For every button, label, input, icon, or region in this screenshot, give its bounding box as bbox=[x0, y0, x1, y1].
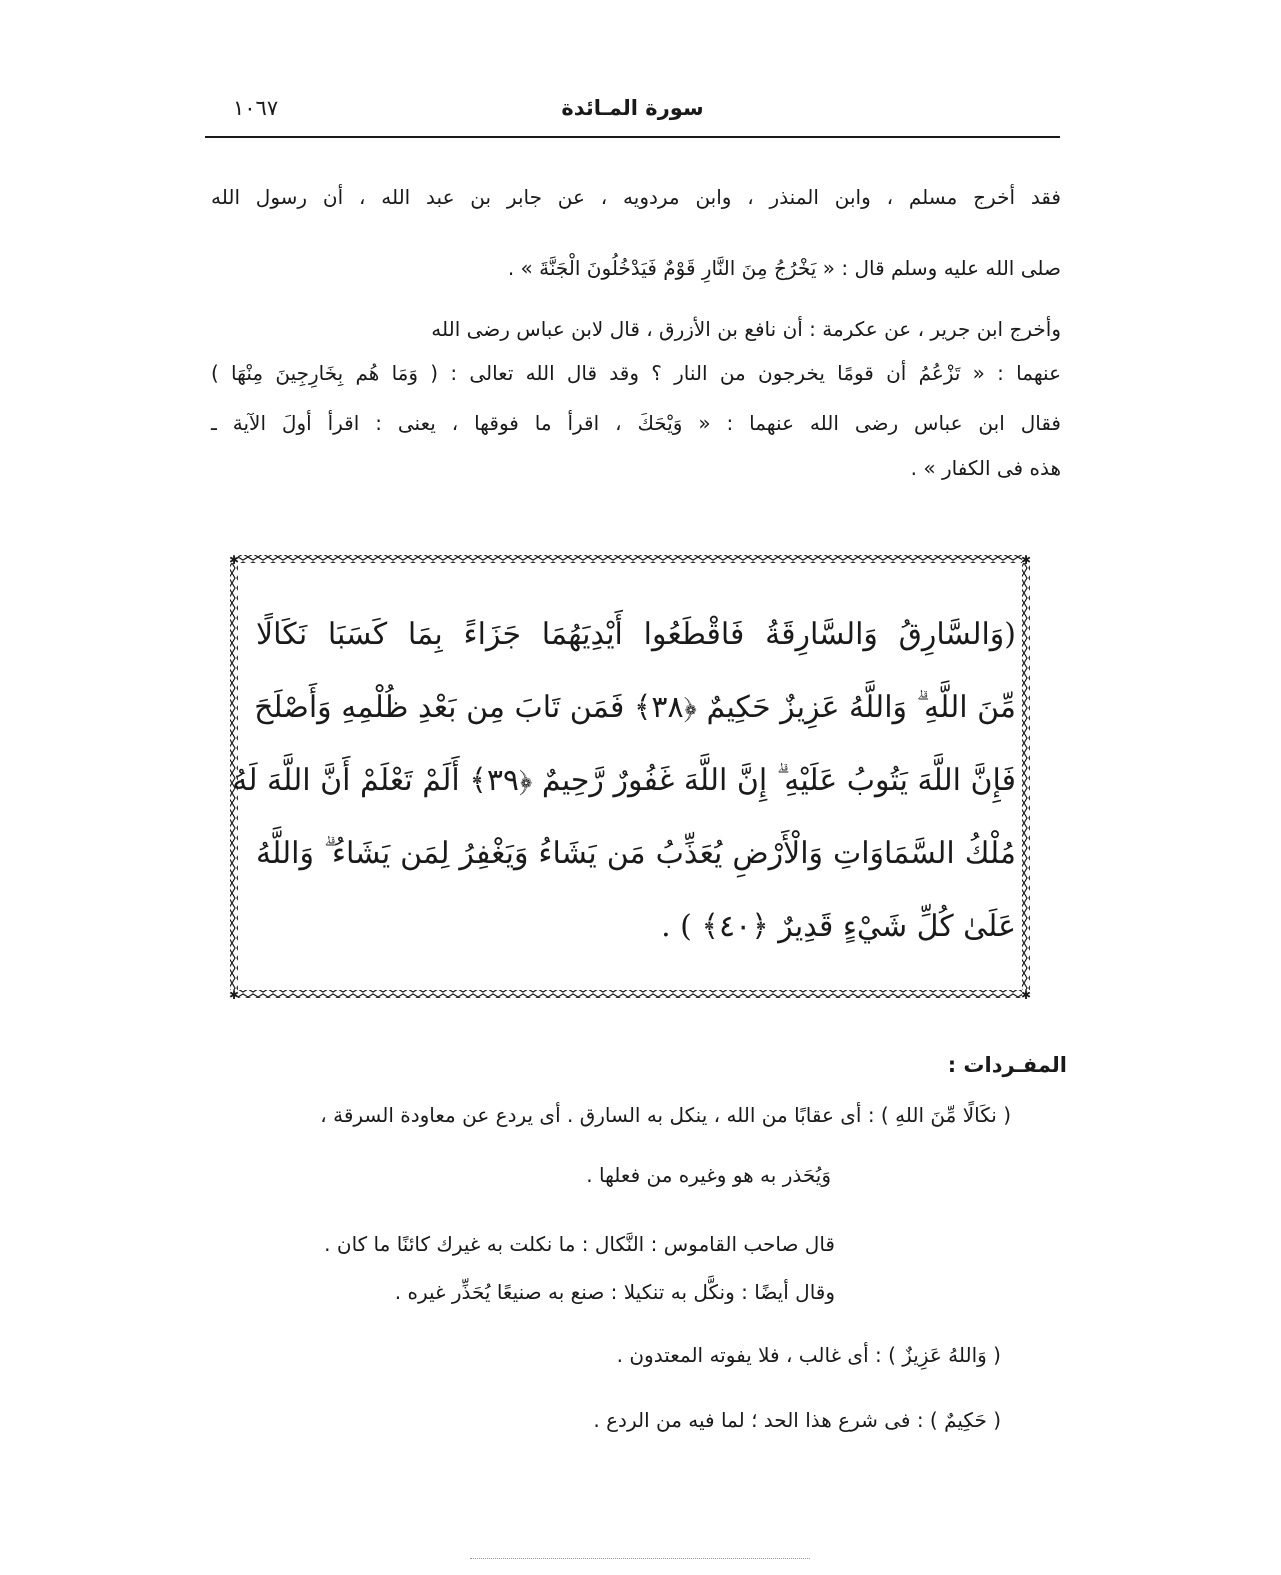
vocabulary-heading: المفـردات : bbox=[947, 1053, 1067, 1077]
text-line: صلى الله عليه وسلم قال : « يَخْرُجُ مِنَ النَّارِ قَوْمٌ فَيَدْخُلُونَ الْجَنَّةَ » . bbox=[507, 256, 1061, 280]
footer-divider bbox=[470, 1558, 810, 1559]
text-line: فقد أخرج مسلم ، وابن المنذر ، وابن مردويه ، عن جابر بن عبد الله ، أن رسول الله bbox=[211, 185, 1061, 209]
verse-line: مُلْكُ السَّمَاوَاتِ وَالْأَرْضِ يُعَذِّبُ مَن يَشَاءُ وَيَغْفِرُ لِمَن يَشَاءُ ۗ وَاللَّهُ bbox=[256, 836, 1016, 871]
vocab-entry-nakal-cont: وَيُحَذر به هو وغيره من فعلها . bbox=[586, 1163, 831, 1187]
paragraph-hadith-muslim bbox=[211, 172, 1061, 294]
text-line: هذه فى الكفار » . bbox=[910, 456, 1061, 480]
verse-line: (وَالسَّارِقُ وَالسَّارِقَةُ فَاقْطَعُوا أَيْدِيَهُمَا جَزَاءً بِمَا كَسَبَا نَكَالًا bbox=[256, 617, 1016, 652]
svg-text:✱: ✱ bbox=[228, 988, 240, 1000]
page-header bbox=[205, 92, 1060, 138]
svg-text:✱: ✱ bbox=[228, 553, 240, 567]
vocab-entry-hakim: ( حَكِيمٌ ) : فى شرع هذا الحد ؛ لما فيه من الردع . bbox=[593, 1408, 1001, 1432]
svg-text:✱: ✱ bbox=[1020, 988, 1032, 1000]
text-line: فقال ابن عباس رضى الله عنهما : « وَيْحَكَ ، اقرأ ما فوقها ، يعنى : اقرأ أولَ الآية ـ bbox=[211, 411, 1061, 435]
verse-line: عَلَىٰ كُلِّ شَيْءٍ قَدِيرٌ ﴿٤٠﴾ ) . bbox=[661, 909, 1016, 944]
verse-line: فَإِنَّ اللَّهَ يَتُوبُ عَلَيْهِ ۗ إِنَّ اللَّهَ غَفُورٌ رَّحِيمٌ ﴿٣٩﴾ أَلَمْ تَعْلَمْ أَنَّ اللَّهَ لَهُ bbox=[232, 763, 1016, 798]
vocab-entry-aziz: ( وَاللهُ عَزِيزٌ ) : أى غالب ، فلا يفوته المعتدون . bbox=[616, 1343, 1001, 1367]
paragraph-ibn-jarir bbox=[211, 310, 1061, 488]
svg-text:✱: ✱ bbox=[1020, 553, 1032, 567]
text-line: عنهما : « تَزْعُمُ أن قومًا يخرجون من النار ؟ وقد قال الله تعالى : ( وَمَا هُم بِخَارِجِينَ مِنْهَا ) bbox=[211, 361, 1061, 385]
quran-verses bbox=[232, 598, 1016, 963]
surah-title: سورة المـائدة bbox=[561, 96, 704, 120]
vocab-qamus-quote-2: وقال أيضًا : ونكَّل به تنكيلا : صنع به صنيعًا يُحَذِّر غيره . bbox=[394, 1280, 835, 1304]
vocab-qamus-quote: قال صاحب القاموس : النَّكال : ما نكلت به غيرك كائنًا ما كان . bbox=[324, 1232, 835, 1256]
page-number: ١٠٦٧ bbox=[233, 96, 279, 120]
vocab-entry-nakal: ( نكَالًا مِّنَ اللهِ ) : أى عقابًا من الله ، ينكل به السارق . أى يردع عن معاودة السرقة ، bbox=[320, 1103, 1011, 1127]
verse-line: مِّنَ اللَّهِ ۗ وَاللَّهُ عَزِيزٌ حَكِيمٌ ﴿٣٨﴾ فَمَن تَابَ مِن بَعْدِ ظُلْمِهِ وَأَصْلَحَ bbox=[254, 690, 1016, 725]
text-line: وأخرج ابن جرير ، عن عكرمة : أن نافع بن الأزرق ، قال لابن عباس رضى الله bbox=[431, 317, 1061, 341]
